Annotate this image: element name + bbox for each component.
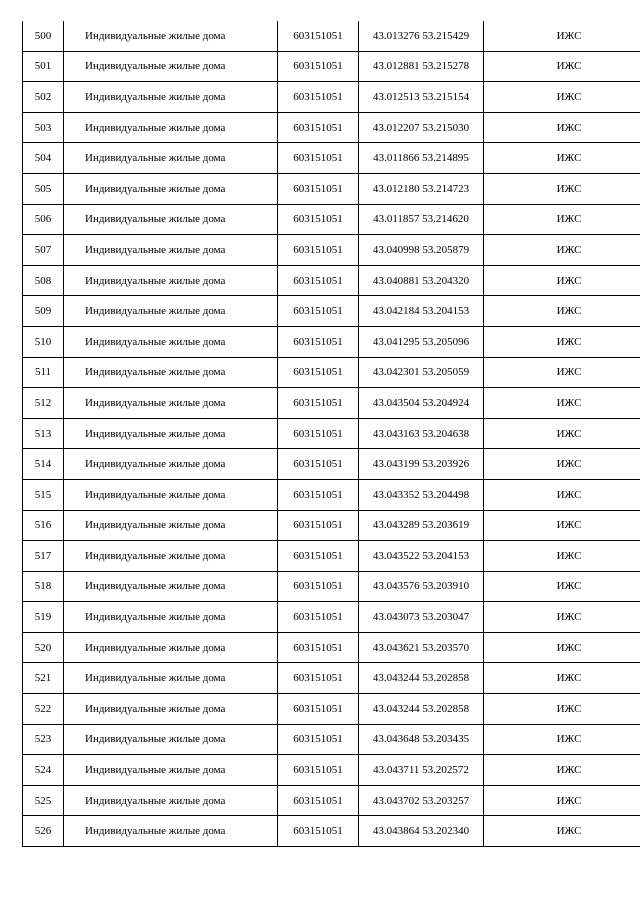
row-number-cell: 524 xyxy=(23,755,64,786)
table-row xyxy=(23,755,640,786)
object-type-cell: ИЖС xyxy=(484,449,640,480)
object-name-cell: Индивидуальные жилые дома xyxy=(64,143,278,174)
row-number-cell: 510 xyxy=(23,326,64,357)
object-name-cell: Индивидуальные жилые дома xyxy=(64,724,278,755)
code-cell: 603151051 xyxy=(278,296,359,327)
coordinates-cell: 43.012513 53.215154 xyxy=(359,82,484,113)
object-name-cell: Индивидуальные жилые дома xyxy=(64,21,278,51)
object-type-cell: ИЖС xyxy=(484,204,640,235)
code-cell: 603151051 xyxy=(278,112,359,143)
code-cell: 603151051 xyxy=(278,479,359,510)
object-type-cell: ИЖС xyxy=(484,541,640,572)
row-number-cell: 504 xyxy=(23,143,64,174)
code-cell: 603151051 xyxy=(278,173,359,204)
object-name-cell: Индивидуальные жилые дома xyxy=(64,694,278,725)
row-number-cell: 508 xyxy=(23,265,64,296)
objects-table xyxy=(22,21,640,847)
coordinates-cell: 43.040881 53.204320 xyxy=(359,265,484,296)
coordinates-cell: 43.043244 53.202858 xyxy=(359,694,484,725)
table-row xyxy=(23,51,640,82)
table-row xyxy=(23,265,640,296)
table-row xyxy=(23,724,640,755)
object-type-cell: ИЖС xyxy=(484,388,640,419)
table-row xyxy=(23,418,640,449)
object-name-cell: Индивидуальные жилые дома xyxy=(64,510,278,541)
object-type-cell: ИЖС xyxy=(484,265,640,296)
code-cell: 603151051 xyxy=(278,571,359,602)
object-name-cell: Индивидуальные жилые дома xyxy=(64,82,278,113)
coordinates-cell: 43.042301 53.205059 xyxy=(359,357,484,388)
object-name-cell: Индивидуальные жилые дома xyxy=(64,816,278,847)
object-type-cell: ИЖС xyxy=(484,173,640,204)
row-number-cell: 515 xyxy=(23,479,64,510)
object-name-cell: Индивидуальные жилые дома xyxy=(64,571,278,602)
code-cell: 603151051 xyxy=(278,694,359,725)
object-name-cell: Индивидуальные жилые дома xyxy=(64,112,278,143)
coordinates-cell: 43.043504 53.204924 xyxy=(359,388,484,419)
coordinates-cell: 43.013276 53.215429 xyxy=(359,21,484,51)
code-cell: 603151051 xyxy=(278,663,359,694)
coordinates-cell: 43.011857 53.214620 xyxy=(359,204,484,235)
row-number-cell: 502 xyxy=(23,82,64,113)
table-row xyxy=(23,112,640,143)
table-row xyxy=(23,449,640,480)
object-type-cell: ИЖС xyxy=(484,326,640,357)
coordinates-cell: 43.043522 53.204153 xyxy=(359,541,484,572)
code-cell: 603151051 xyxy=(278,51,359,82)
code-cell: 603151051 xyxy=(278,235,359,266)
code-cell: 603151051 xyxy=(278,326,359,357)
table-row xyxy=(23,82,640,113)
coordinates-cell: 43.043199 53.203926 xyxy=(359,449,484,480)
row-number-cell: 505 xyxy=(23,173,64,204)
object-name-cell: Индивидуальные жилые дома xyxy=(64,449,278,480)
table-row xyxy=(23,602,640,633)
code-cell: 603151051 xyxy=(278,388,359,419)
code-cell: 603151051 xyxy=(278,143,359,174)
code-cell: 603151051 xyxy=(278,357,359,388)
row-number-cell: 503 xyxy=(23,112,64,143)
row-number-cell: 526 xyxy=(23,816,64,847)
object-type-cell: ИЖС xyxy=(484,82,640,113)
object-name-cell: Индивидуальные жилые дома xyxy=(64,51,278,82)
object-name-cell: Индивидуальные жилые дома xyxy=(64,479,278,510)
object-name-cell: Индивидуальные жилые дома xyxy=(64,632,278,663)
object-name-cell: Индивидуальные жилые дома xyxy=(64,296,278,327)
object-type-cell: ИЖС xyxy=(484,418,640,449)
coordinates-cell: 43.043576 53.203910 xyxy=(359,571,484,602)
code-cell: 603151051 xyxy=(278,21,359,51)
object-type-cell: ИЖС xyxy=(484,694,640,725)
code-cell: 603151051 xyxy=(278,449,359,480)
table-row xyxy=(23,173,640,204)
table-row xyxy=(23,816,640,847)
coordinates-cell: 43.043289 53.203619 xyxy=(359,510,484,541)
object-type-cell: ИЖС xyxy=(484,785,640,816)
table-row xyxy=(23,632,640,663)
object-name-cell: Индивидуальные жилые дома xyxy=(64,173,278,204)
code-cell: 603151051 xyxy=(278,204,359,235)
table-row xyxy=(23,479,640,510)
object-name-cell: Индивидуальные жилые дома xyxy=(64,357,278,388)
object-type-cell: ИЖС xyxy=(484,296,640,327)
coordinates-cell: 43.043073 53.203047 xyxy=(359,602,484,633)
object-name-cell: Индивидуальные жилые дома xyxy=(64,388,278,419)
coordinates-cell: 43.043864 53.202340 xyxy=(359,816,484,847)
row-number-cell: 512 xyxy=(23,388,64,419)
table-row xyxy=(23,663,640,694)
coordinates-cell: 43.043648 53.203435 xyxy=(359,724,484,755)
table-row xyxy=(23,571,640,602)
object-type-cell: ИЖС xyxy=(484,632,640,663)
object-type-cell: ИЖС xyxy=(484,51,640,82)
object-name-cell: Индивидуальные жилые дома xyxy=(64,235,278,266)
row-number-cell: 517 xyxy=(23,541,64,572)
table-row xyxy=(23,326,640,357)
row-number-cell: 523 xyxy=(23,724,64,755)
row-number-cell: 511 xyxy=(23,357,64,388)
object-name-cell: Индивидуальные жилые дома xyxy=(64,418,278,449)
code-cell: 603151051 xyxy=(278,265,359,296)
object-type-cell: ИЖС xyxy=(484,510,640,541)
object-name-cell: Индивидуальные жилые дома xyxy=(64,755,278,786)
coordinates-cell: 43.011866 53.214895 xyxy=(359,143,484,174)
coordinates-cell: 43.012180 53.214723 xyxy=(359,173,484,204)
table-row xyxy=(23,510,640,541)
coordinates-cell: 43.043711 53.202572 xyxy=(359,755,484,786)
object-name-cell: Индивидуальные жилые дома xyxy=(64,785,278,816)
row-number-cell: 513 xyxy=(23,418,64,449)
row-number-cell: 519 xyxy=(23,602,64,633)
code-cell: 603151051 xyxy=(278,755,359,786)
code-cell: 603151051 xyxy=(278,418,359,449)
coordinates-cell: 43.042184 53.204153 xyxy=(359,296,484,327)
code-cell: 603151051 xyxy=(278,541,359,572)
object-type-cell: ИЖС xyxy=(484,21,640,51)
object-name-cell: Индивидуальные жилые дома xyxy=(64,265,278,296)
object-type-cell: ИЖС xyxy=(484,357,640,388)
row-number-cell: 506 xyxy=(23,204,64,235)
object-name-cell: Индивидуальные жилые дома xyxy=(64,663,278,694)
object-name-cell: Индивидуальные жилые дома xyxy=(64,326,278,357)
coordinates-cell: 43.043621 53.203570 xyxy=(359,632,484,663)
object-type-cell: ИЖС xyxy=(484,235,640,266)
object-name-cell: Индивидуальные жилые дома xyxy=(64,204,278,235)
coordinates-cell: 43.043244 53.202858 xyxy=(359,663,484,694)
code-cell: 603151051 xyxy=(278,632,359,663)
object-name-cell: Индивидуальные жилые дома xyxy=(64,541,278,572)
row-number-cell: 516 xyxy=(23,510,64,541)
table-row xyxy=(23,204,640,235)
row-number-cell: 507 xyxy=(23,235,64,266)
row-number-cell: 500 xyxy=(23,21,64,51)
object-type-cell: ИЖС xyxy=(484,816,640,847)
table-row xyxy=(23,541,640,572)
coordinates-cell: 43.040998 53.205879 xyxy=(359,235,484,266)
row-number-cell: 522 xyxy=(23,694,64,725)
table-row xyxy=(23,143,640,174)
code-cell: 603151051 xyxy=(278,602,359,633)
object-type-cell: ИЖС xyxy=(484,663,640,694)
row-number-cell: 525 xyxy=(23,785,64,816)
table-row xyxy=(23,235,640,266)
code-cell: 603151051 xyxy=(278,785,359,816)
object-type-cell: ИЖС xyxy=(484,724,640,755)
coordinates-cell: 43.043352 53.204498 xyxy=(359,479,484,510)
row-number-cell: 514 xyxy=(23,449,64,480)
object-name-cell: Индивидуальные жилые дома xyxy=(64,602,278,633)
objects-table-body xyxy=(23,21,640,847)
table-row xyxy=(23,296,640,327)
row-number-cell: 509 xyxy=(23,296,64,327)
table-row xyxy=(23,694,640,725)
row-number-cell: 520 xyxy=(23,632,64,663)
object-type-cell: ИЖС xyxy=(484,479,640,510)
row-number-cell: 521 xyxy=(23,663,64,694)
coordinates-cell: 43.012207 53.215030 xyxy=(359,112,484,143)
row-number-cell: 518 xyxy=(23,571,64,602)
coordinates-cell: 43.043702 53.203257 xyxy=(359,785,484,816)
object-type-cell: ИЖС xyxy=(484,602,640,633)
table-row xyxy=(23,357,640,388)
table-row xyxy=(23,388,640,419)
object-type-cell: ИЖС xyxy=(484,112,640,143)
code-cell: 603151051 xyxy=(278,82,359,113)
coordinates-cell: 43.012881 53.215278 xyxy=(359,51,484,82)
object-type-cell: ИЖС xyxy=(484,143,640,174)
object-type-cell: ИЖС xyxy=(484,571,640,602)
table-row xyxy=(23,785,640,816)
code-cell: 603151051 xyxy=(278,724,359,755)
object-type-cell: ИЖС xyxy=(484,755,640,786)
coordinates-cell: 43.043163 53.204638 xyxy=(359,418,484,449)
row-number-cell: 501 xyxy=(23,51,64,82)
table-row xyxy=(23,21,640,51)
coordinates-cell: 43.041295 53.205096 xyxy=(359,326,484,357)
code-cell: 603151051 xyxy=(278,816,359,847)
code-cell: 603151051 xyxy=(278,510,359,541)
